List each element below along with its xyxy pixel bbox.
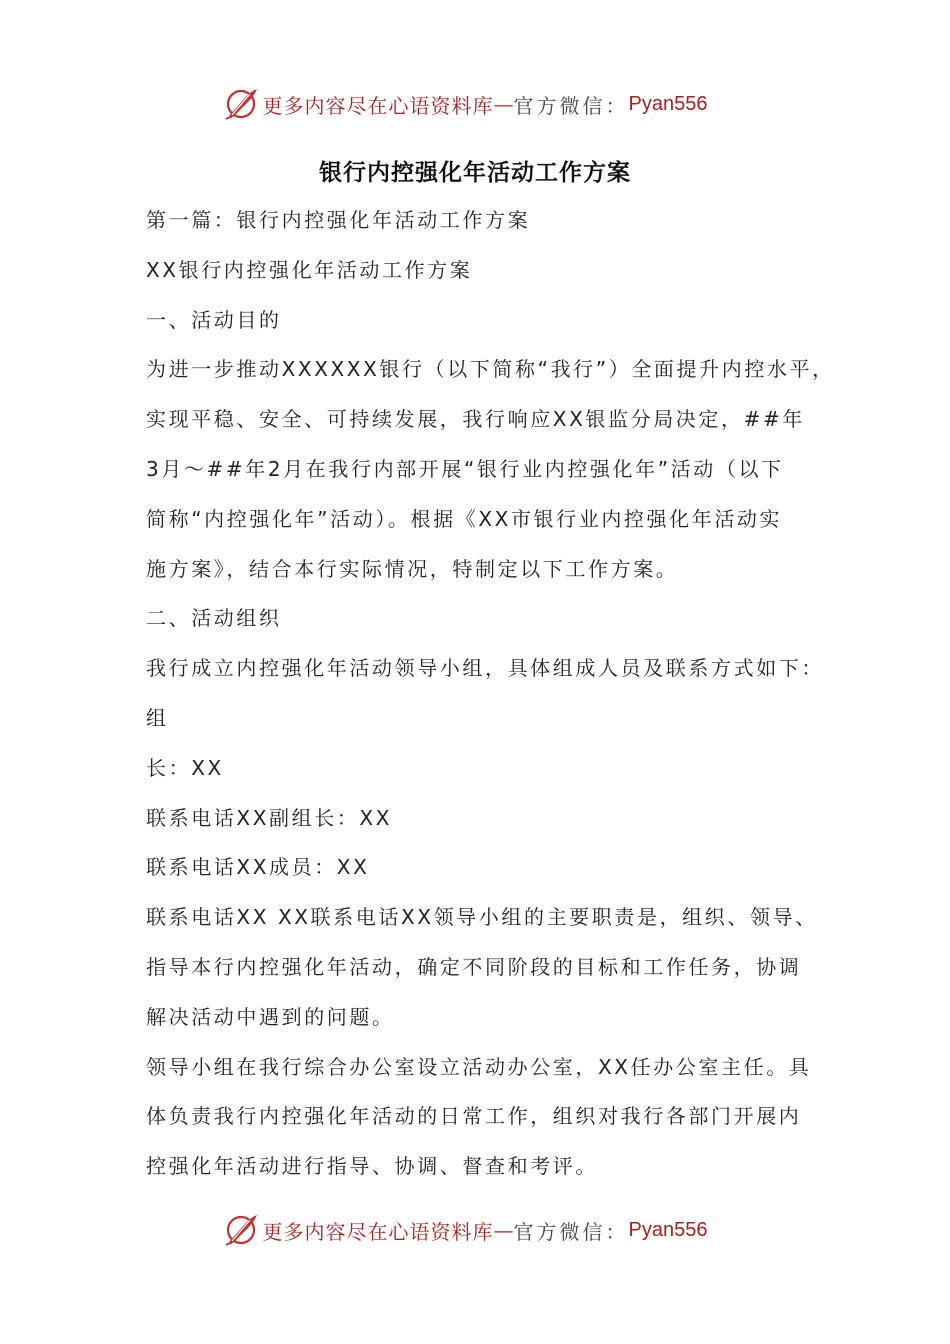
document-body [146, 202, 835, 1198]
body-line: XX银行内控强化年活动工作方案 [146, 257, 473, 282]
body-line: 实现平稳、安全、可持续发展，我行响应XX银监分局决定，##年 [146, 407, 805, 432]
body-line: 简称“内控强化年”活动）。根据《XX市银行业内控强化年活动实 [146, 506, 783, 531]
body-line: 一、活动目的 [146, 307, 282, 332]
header-banner [0, 84, 950, 124]
body-line: 组 [146, 705, 169, 730]
body-line: 指导本行内控强化年活动，确定不同阶段的目标和工作任务，协调 [146, 954, 802, 979]
quill-logo-icon [223, 86, 259, 122]
body-line: 联系电话XX成员：XX [146, 855, 370, 880]
body-line: 长：XX [146, 755, 224, 780]
footer-banner [0, 1210, 950, 1250]
body-line: 为进一步推动XXXXXX银行（以下简称“我行”）全面提升内控水平， [146, 357, 835, 382]
banner-wechat-id: Pyan556 [628, 92, 708, 115]
banner-separator: — [493, 92, 514, 116]
body-line: 控强化年活动进行指导、协调、督查和考评。 [146, 1154, 598, 1179]
banner-wechat-id: Pyan556 [628, 1218, 708, 1241]
banner-text: 更多内容尽在心语资料库 [262, 93, 494, 118]
banner-separator: — [493, 1218, 514, 1242]
banner-label: 官方微信： [513, 93, 629, 118]
banner-text: 更多内容尽在心语资料库 [262, 1219, 494, 1244]
body-line: 3月～##年2月在我行内部开展“银行业内控强化年”活动（以下 [146, 456, 784, 481]
body-line: 联系电话XX XX联系电话XX领导小组的主要职责是，组织、领导、 [146, 905, 818, 930]
body-line: 体负责我行内控强化年活动的日常工作，组织对我行各部门开展内 [146, 1104, 802, 1129]
body-line: 联系电话XX副组长：XX [146, 805, 393, 830]
body-line: 我行成立内控强化年活动领导小组，具体组成人员及联系方式如下： [146, 656, 824, 681]
banner-label: 官方微信： [513, 1219, 629, 1244]
body-line: 领导小组在我行综合办公室设立活动办公室，XX任办公室主任。具 [146, 1054, 812, 1079]
body-line: 解决活动中遇到的问题。 [146, 1004, 395, 1029]
document-title: 银行内控强化年活动工作方案 [319, 160, 631, 186]
body-line: 施方案》，结合本行实际情况，特制定以下工作方案。 [146, 556, 679, 581]
body-line: 二、活动组织 [146, 606, 282, 631]
body-line: 第一篇：银行内控强化年活动工作方案 [146, 208, 531, 232]
quill-logo-icon [223, 1212, 259, 1248]
